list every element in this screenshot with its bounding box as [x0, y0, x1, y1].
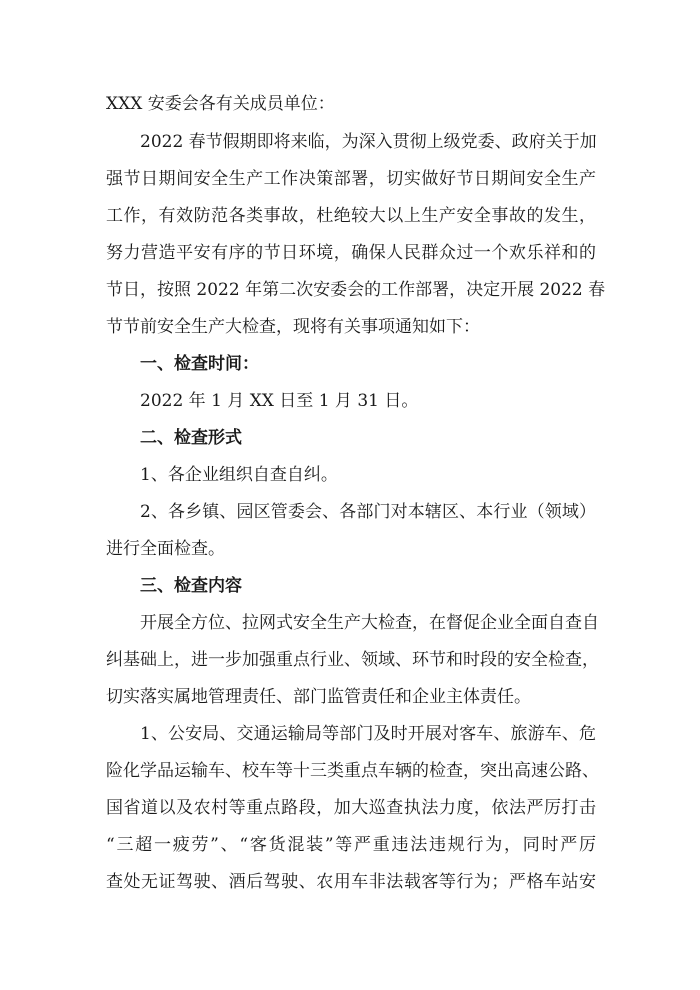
- section-2-item-2-line-1: 2、各乡镇、园区管委会、各部门对本辖区、本行业（领域）: [140, 502, 596, 522]
- section-2-item-2-line-2: 进行全面检查。: [106, 539, 225, 559]
- section-3-para-line-1: 开展全方位、拉网式安全生产大检查，在督促企业全面自查自: [140, 613, 599, 633]
- section-3-para-line-3: 切实落实属地管理责任、部门监管责任和企业主体责任。: [106, 687, 531, 707]
- section-1-heading: 一、检查时间：: [140, 354, 259, 374]
- section-3-para-line-2: 纠基础上，进一步加强重点行业、领域、环节和时段的安全检查，: [106, 650, 599, 670]
- intro-line-4: 努力营造平安有序的节日环境，确保人民群众过一个欢乐祥和的: [106, 243, 596, 263]
- section-3-item-1-line-2: 险化学品运输车、校车等十三类重点车辆的检查，突出高速公路、: [106, 761, 599, 781]
- intro-line-5: 节日，按照 2022 年第二次安委会的工作部署，决定开展 2022 春: [106, 280, 606, 300]
- section-3-item-1-line-1: 1、公安局、交通运输局等部门及时开展对客车、旅游车、危: [140, 724, 596, 744]
- section-2-heading: 二、检查形式: [140, 428, 242, 448]
- intro-line-1: 2022 春节假期即将来临，为深入贯彻上级党委、政府关于加: [140, 132, 597, 152]
- section-1-line: 2022 年 1 月 XX 日至 1 月 31 日。: [140, 391, 419, 411]
- section-2-item-1: 1、各企业组织自查自纠。: [140, 465, 338, 485]
- intro-line-3: 工作，有效防范各类事故，杜绝较大以上生产安全事故的发生，: [106, 206, 596, 226]
- section-3-item-1-line-4: “三超一疲劳”、“客货混装”等严重违法违规行为，同时严厉: [106, 835, 596, 855]
- intro-line-6: 节节前安全生产大检查，现将有关事项通知如下：: [106, 317, 480, 337]
- section-3-item-1-line-5: 查处无证驾驶、酒后驾驶、农用车非法载客等行为；严格车站安: [106, 872, 596, 892]
- intro-line-2: 强节日期间安全生产工作决策部署，切实做好节日期间安全生产: [106, 169, 596, 189]
- section-3-heading: 三、检查内容: [140, 576, 242, 596]
- section-3-item-1-line-3: 国省道以及农村等重点路段，加大巡查执法力度，依法严厉打击: [106, 798, 596, 818]
- salutation: XXX 安委会各有关成员单位：: [106, 94, 335, 114]
